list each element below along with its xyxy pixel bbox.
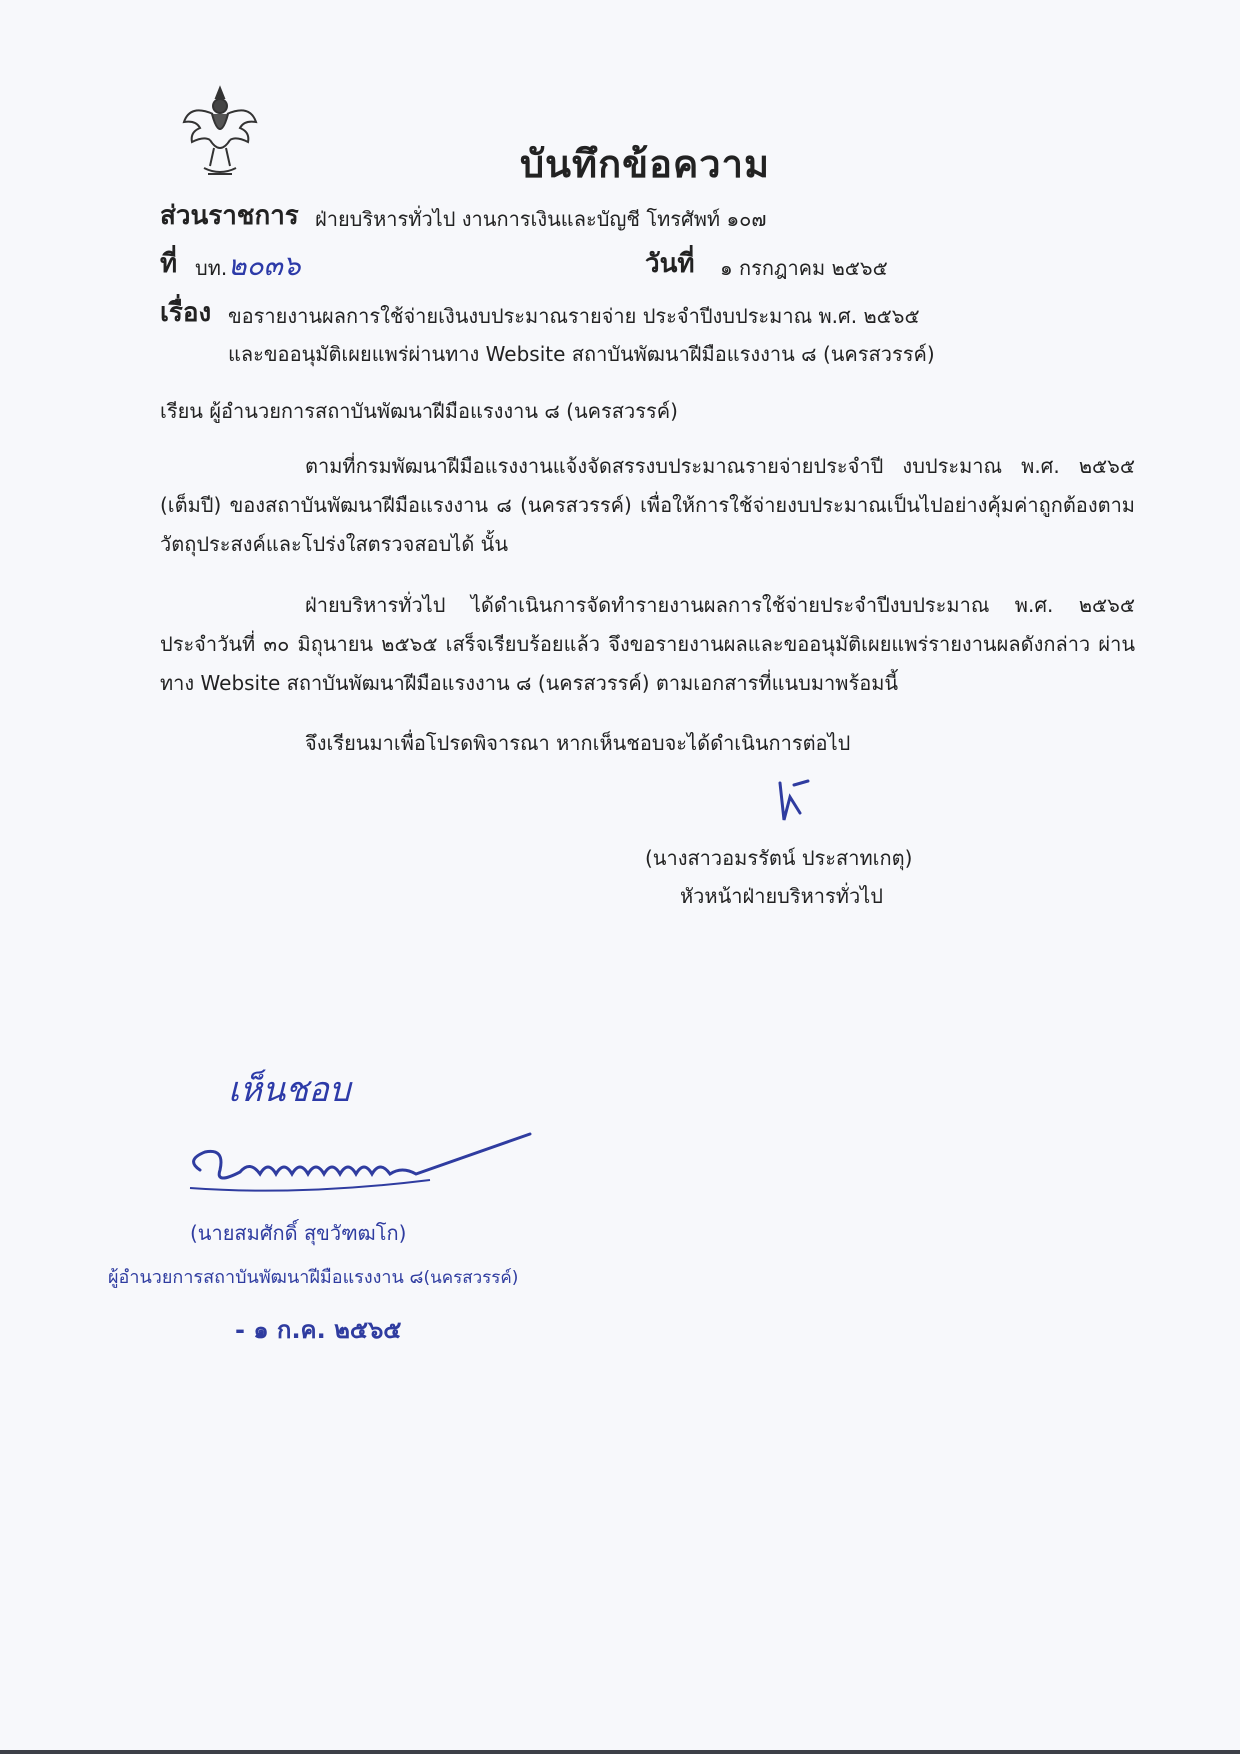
approver-name: (นายสมศักดิ์ สุขวัฑฒโก)	[190, 1221, 407, 1245]
subject-line-1: ขอรายงานผลการใช้จ่ายเงินงบประมาณรายจ่าย ประจำปีงบประมาณ พ.ศ. ๒๕๖๕	[228, 304, 920, 328]
approval-note-handwritten: เห็นชอบ	[228, 1070, 351, 1110]
approver-signature	[180, 1130, 540, 1200]
agency-label: ส่วนราชการ	[160, 201, 299, 231]
salutation: เรียน ผู้อำนวยการสถาบันพัฒนาฝีมือแรงงาน ๘ (นครสวรรค์)	[160, 399, 678, 423]
date-label: วันที่	[645, 249, 695, 279]
agency-value: ฝ่ายบริหารทั่วไป งานการเงินและบัญชี โทรศัพท์ ๑๐๗	[315, 207, 767, 231]
closing-line: จึงเรียนมาเพื่อโปรดพิจารณา หากเห็นชอบจะได้ดำเนินการต่อไป	[305, 731, 851, 755]
approver-position-place: (นครสวรรค์)	[423, 1268, 519, 1288]
subject-line-2: และขออนุมัติเผยแพร่ผ่านทาง Website สถาบันพัฒนาฝีมือแรงงาน ๘ (นครสวรรค์)	[228, 342, 935, 366]
subject-label: เรื่อง	[160, 298, 212, 328]
bottom-edge	[0, 1750, 1240, 1754]
paragraph-1: ตามที่กรมพัฒนาฝีมือแรงงานแจ้งจัดสรรงบประมาณรายจ่ายประจำปี งบประมาณ พ.ศ. ๒๕๖๕ (เต็มปี) ของสถาบันพัฒนาฝีมือแรงงาน ๘ (นครสวรรค์) เพื่อให้การใช้จ่ายงบประมาณเป็นไปอย่างคุ้มค่าถูกต้องตามวัตถุประสงค์และโปร่งใสตรวจสอบได้ นั้น	[160, 454, 1135, 556]
signer-position: หัวหน้าฝ่ายบริหารทั่วไป	[680, 884, 883, 908]
signer-signature	[760, 775, 820, 835]
signer-name: (นางสาวอมรรัตน์ ประสาทเกตุ)	[645, 846, 913, 870]
ref-number-handwritten: ๒๐๓๖	[228, 249, 301, 282]
approval-date-stamp: - ๑ ก.ค. ๒๕๖๕	[235, 1316, 402, 1344]
approver-position	[108, 1262, 518, 1291]
paragraph-2: ฝ่ายบริหารทั่วไป ได้ดำเนินการจัดทำรายงานผลการใช้จ่ายประจำปีงบประมาณ พ.ศ. ๒๕๖๕ ประจำวันที่ ๓๐ มิถุนายน ๒๕๖๕ เสร็จเรียบร้อยแล้ว จึงขอรายงานผลและขออนุมัติเผยแพร่รายงานผลดังกล่าว ผ่านทาง Website สถาบันพัฒนาฝีมือแรงงาน ๘ (นครสวรรค์) ตามเอกสารที่แนบมาพร้อมนี้	[160, 593, 1135, 695]
ref-prefix: บท.	[195, 256, 228, 280]
ref-label: ที่	[160, 249, 178, 279]
document-title: บันทึกข้อความ	[519, 142, 771, 186]
date-value: ๑ กรกฎาคม ๒๕๖๕	[720, 256, 888, 280]
approver-position-main: ผู้อำนวยการสถาบันพัฒนาฝีมือแรงงาน ๘	[108, 1267, 424, 1288]
